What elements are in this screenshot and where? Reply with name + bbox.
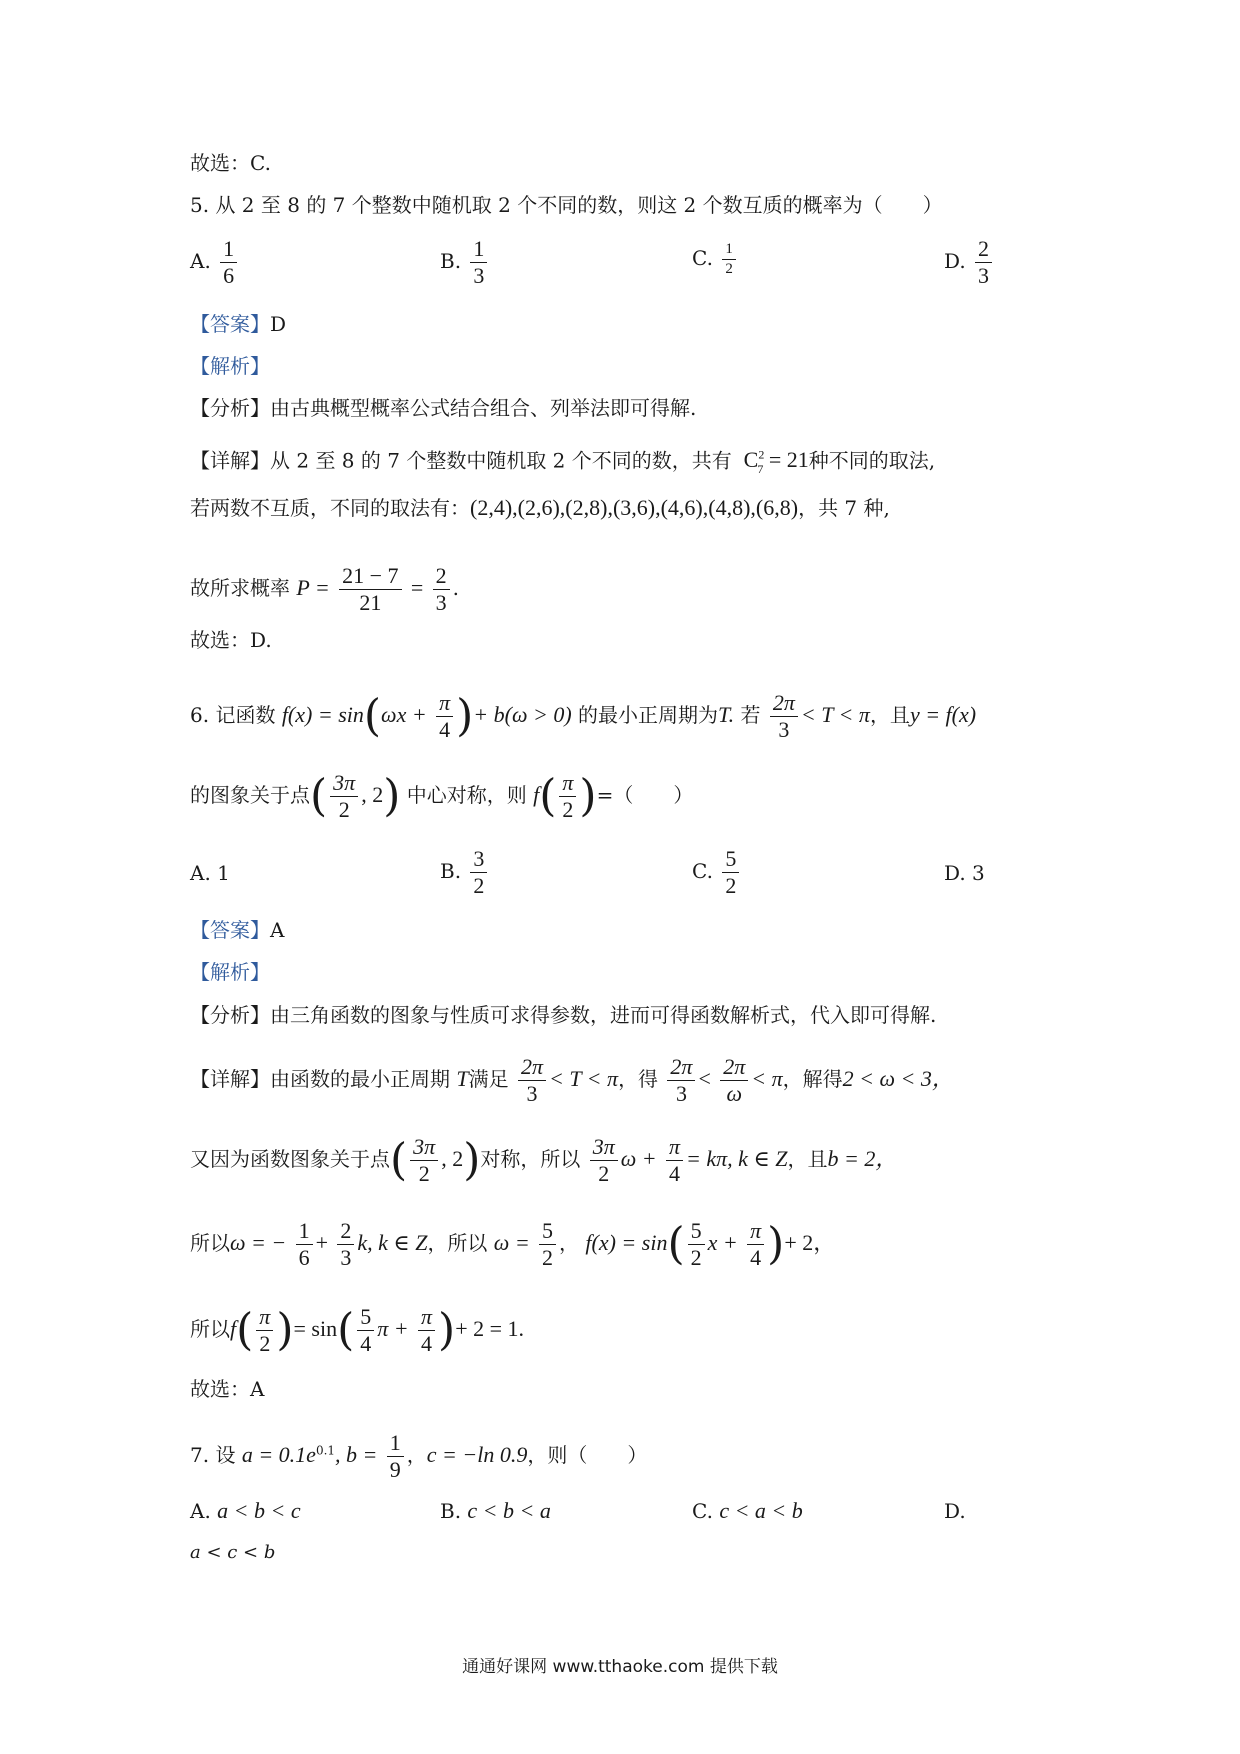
q5-option-c: C. $\frac{1}{2}$	[692, 240, 739, 279]
q5-option-d: D. $\frac{2}{3}$	[944, 236, 995, 289]
q6-option-b: B. $\frac{3}{2}$	[440, 846, 490, 899]
page-footer: 通通好课网 www.tthaoke.com 提供下载	[462, 1657, 778, 1677]
q6-fenxi: 【分析】由三角函数的图象与性质可求得参数，进而可得函数解析式，代入即可得解.	[190, 1003, 937, 1027]
q6-option-a: A. 1	[190, 861, 230, 885]
q6-detail-1: 【详解】由函数的最小正周期 T满足 $\frac{2\pi}{3}$ < T < π，得 $\frac{2\pi}{3}$ < $\frac{2\pi}{\omega}$ < π，解得2 < ω < 3，	[190, 1054, 954, 1106]
q5-detail-1: 【详解】从 2 至 8 的 7 个整数中随机取 2 个不同的数，共有 $C^2_7 = 21$种不同的取法,	[190, 447, 936, 476]
q5-option-b: B. $\frac{1}{3}$	[440, 236, 490, 289]
q5-detail-3: 故所求概率 P = $\frac{21 - 7}{21}$ = $\frac{2}{3}$ .	[190, 563, 460, 615]
q6-answer: 【答案】A	[190, 918, 285, 942]
q5-fenxi: 【分析】由古典概型概率公式结合组合、列举法即可得解.	[190, 396, 697, 420]
q6-detail-2: 又因为函数图象关于点( $\frac{3\pi}{2}$ , 2)对称，所以 $\frac{3\pi}{2}$ ω + $\frac{\pi}{4}$ = kπ, k ∈ Z，且b = 2，	[190, 1134, 898, 1186]
q7-option-a: A. a < b < c	[190, 1498, 301, 1523]
q5-answer: 【答案】D	[190, 312, 287, 336]
question-6-line-1: 6. 记函数 f(x) = sin(ωx + $\frac{\pi}{4}$ )+ b(ω > 0) 的最小正周期为T. 若 $\frac{2\pi}{3}$ < T < π，且y = f(x)	[190, 690, 977, 742]
q7-option-d-value: a < c < b	[190, 1542, 276, 1563]
q5-conclusion: 故选：D.	[190, 628, 272, 652]
q7-option-d: D.	[944, 1499, 966, 1523]
question-5: 5. 从 2 至 8 的 7 个整数中随机取 2 个不同的数，则这 2 个数互质的概率为（ ）	[190, 193, 943, 217]
q6-option-d: D. 3	[944, 861, 985, 885]
q5-detail-2: 若两数不互质，不同的取法有：(2,4),(2,6),(2,8),(3,6),(4,6),(4,8),(6,8)，共 7 种,	[190, 495, 890, 520]
q5-jiexi: 【解析】	[190, 354, 270, 378]
text-line: 故选：C.	[190, 151, 271, 175]
question-7: 7. 设 $a = 0.1e^{0.1}$, b = $\frac{1}{9}$ ，c = −ln 0.9，则（ ）	[190, 1430, 648, 1482]
q7-option-b: B. c < b < a	[440, 1498, 551, 1523]
question-6-line-2: 的图象关于点( $\frac{3\pi}{2}$ , 2) 中心对称，则 f( $\frac{\pi}{2}$ )=（ ）	[190, 770, 694, 822]
q6-detail-3: 所以ω = − $\frac{1}{6}$ + $\frac{2}{3}$ k, k ∈ Z，所以 ω = $\frac{5}{2}$ ， f(x) = sin( $\frac{5}{2}$ x + $\frac{\pi}{4}$ )+ 2，	[190, 1218, 836, 1270]
q5-option-a: A. $\frac{1}{6}$	[190, 236, 240, 289]
q6-conclusion: 故选：A	[190, 1377, 265, 1401]
q6-option-c: C. $\frac{5}{2}$	[692, 846, 742, 899]
q7-option-c: C. c < a < b	[692, 1498, 803, 1523]
q6-detail-4: 所以f( $\frac{\pi}{2}$ )= sin( $\frac{5}{4}$ π + $\frac{\pi}{4}$ )+ 2 = 1.	[190, 1304, 525, 1356]
q6-jiexi: 【解析】	[190, 960, 270, 984]
